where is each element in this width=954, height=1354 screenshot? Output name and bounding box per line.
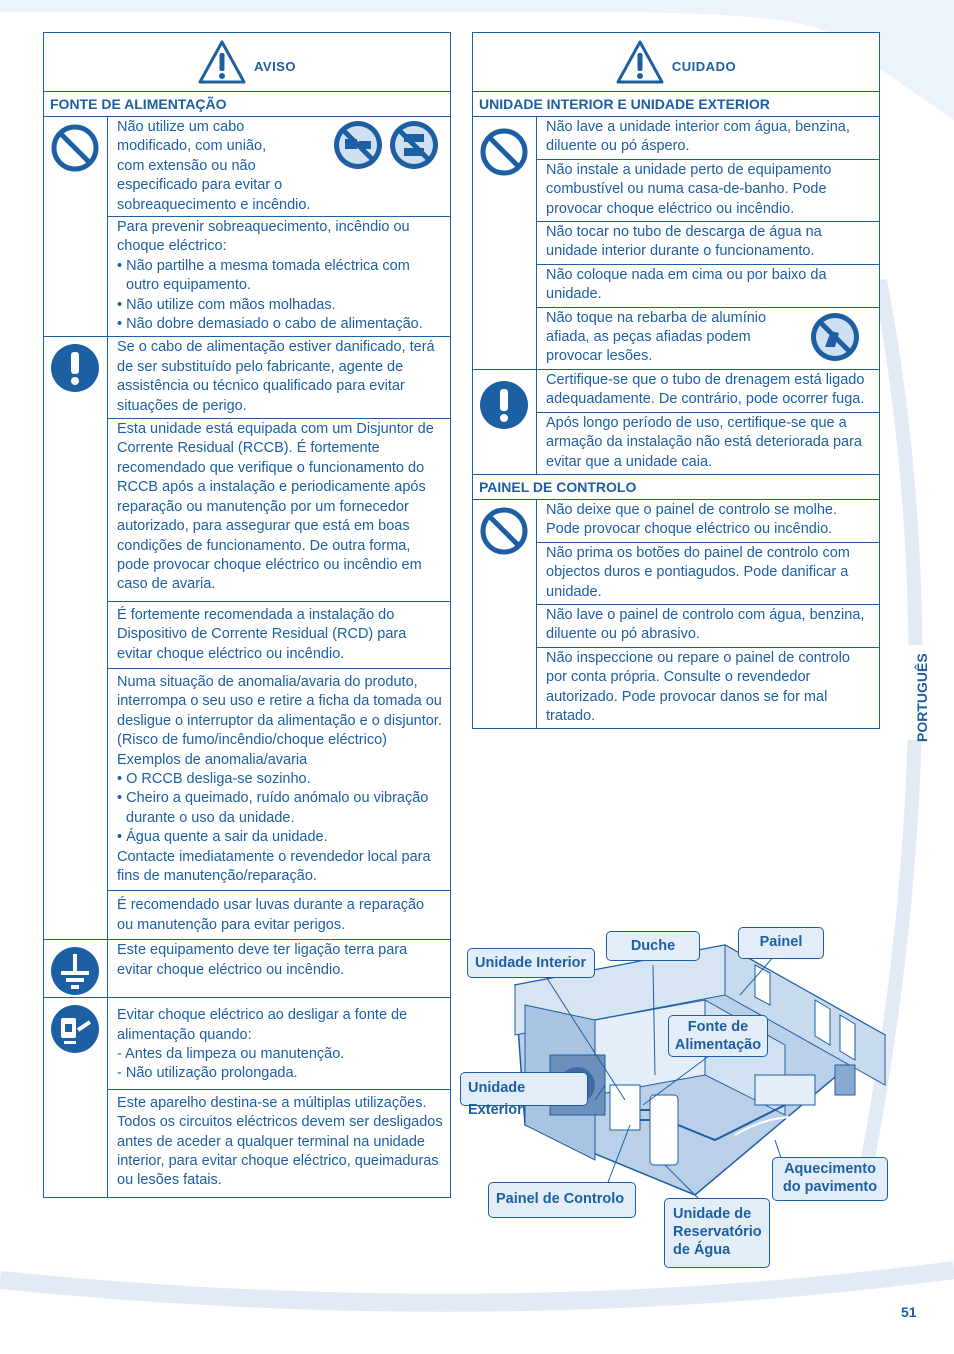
- section-title-power: FONTE DE ALIMENTAÇÃO: [44, 92, 450, 117]
- caution-label: CUIDADO: [671, 58, 737, 74]
- caution-item-drain-pipe: Não tocar no tubo de descarga de água na unidade interior durante o funcionamento.: [537, 222, 879, 265]
- callout-water-tank: Unidade de Reservatório de Água: [664, 1198, 770, 1268]
- mandatory-exclamation-icon: [50, 343, 100, 393]
- caution-item-frame: Após longo período de uso, certifique-se que a armação da instalação não está deteriorada para evitar que a unidade caia.: [546, 414, 862, 470]
- prohibited-icon: [479, 127, 529, 177]
- warning-item-multiple-use: Este aparelho destina-se a múltiplas utilizações. Todos os circuitos eléctricos devem ser desligados antes de aceder a qualquer terminal na unidade interior, para evitar choque eléctrico, queimaduras ou lesões fatais.: [117, 1094, 443, 1189]
- callout-floor-heating: Aquecimento do pavimento: [772, 1157, 888, 1201]
- callout-power-supply: Fonte de Alimentação: [668, 1015, 768, 1057]
- warning-group-unplug: [44, 998, 450, 1197]
- warning-label: AVISO: [254, 58, 296, 74]
- mandatory-exclamation-icon: [479, 380, 529, 430]
- page-number: 51: [901, 1304, 917, 1320]
- warning-group-earth: [44, 940, 450, 998]
- prohibited-icon: [479, 506, 529, 556]
- section-title-control-panel: PAINEL DE CONTROLO: [473, 475, 879, 500]
- warning-group-mandatory: [44, 337, 450, 940]
- caution-item-nothing-on-unit: Não coloque nada em cima ou por baixo da unidade.: [537, 265, 879, 308]
- warning-item-rccb: Esta unidade está equipada com um Disjuntor de Corrente Residual (RCCB). É fortemente recomendado que verifique o funcionamento do RCCB após a instalação e periodicamente após reparação ou manutenção por um fornecedor autorizado, para assegurar que está em boas condições de funcionamento. De outra forma, pode provocar choque eléctrico ou incêndio em caso de avaria.: [108, 419, 450, 602]
- callout-indoor-unit: Unidade Interior: [467, 948, 595, 978]
- caution-item-panel-buttons: Não prima os botões do painel de controlo com objectos duros e pontiagudos. Pode danificar a unidade.: [537, 543, 879, 605]
- caution-group-prohibit: [473, 117, 879, 370]
- warning-item-rcd: É fortemente recomendada a instalação do Dispositivo de Corrente Residual (RCD) para evitar choque eléctrico ou incêndio.: [108, 602, 450, 669]
- no-touch-fin-icon: [809, 311, 861, 363]
- no-plug-adapter-icon: [388, 119, 440, 171]
- caution-group-mandatory: [473, 370, 879, 475]
- warning-group-prohibit: [44, 117, 450, 337]
- warning-item-gloves: É recomendado usar luvas durante a reparação ou manutenção para evitar perigos.: [117, 897, 425, 933]
- warning-triangle-icon: [198, 40, 246, 84]
- warning-item-cable: Não utilize um cabo modificado, com união, com extensão ou não especificado para evitar o sobreaquecimento e incêndio.: [108, 117, 450, 217]
- no-extension-cable-icon: [332, 119, 384, 171]
- warning-item-anomaly: Numa situação de anomalia/avaria do produto, interrompa o seu uso e retire a ficha da tomada ou desligue o interruptor da alimentação e o disjuntor. (Risco de fumo/incêndio/choque eléctrico) Exemplos de anomalia/avaria • O RCCB desliga-se sozinho. • Cheiro a queimado, ruído anómalo ou vibração durante o uso da unidade. • Água quente a sair da unidade. Contacte imediatamente o revendedor local para fins de manutenção/reparação.: [108, 669, 450, 891]
- caution-item-panel-repair: Não inspeccione ou repare o painel de controlo por conta própria. Consulte o revendedor autorizado. Pode provocar danos se for mal tratado.: [546, 649, 850, 724]
- caution-item-drainage: Certifique-se que o tubo de drenagem está ligado adequadamente. De contrário, pode ocorrer fuga.: [537, 370, 879, 413]
- caution-triangle-icon: [616, 40, 664, 84]
- prohibited-icon: [50, 123, 100, 173]
- warning-item-damaged-cable: Se o cabo de alimentação estiver danificado, terá de ser substituído pelo fabricante, agente de assistência ou técnico qualificado para evitar situações de perigo.: [108, 337, 450, 419]
- warning-item-unplug: Evitar choque eléctrico ao desligar a fonte de alimentação quando: - Antes da limpeza ou manutenção. - Não utilização prolongada.: [108, 998, 450, 1090]
- caution-item-combustible: Não instale a unidade perto de equipamento combustível ou numa casa-de-banho. Pode provocar choque eléctrico ou incêndio.: [537, 160, 879, 222]
- callout-control-panel: Painel de Controlo: [488, 1182, 636, 1218]
- warning-item-earth: Este equipamento deve ter ligação terra para evitar choque eléctrico ou incêndio.: [117, 942, 408, 978]
- unplug-icon: [50, 1004, 100, 1054]
- warning-item-overheat: Para prevenir sobreaquecimento, incêndio ou choque eléctrico: • Não partilhe a mesma tomada eléctrica com outro equipamento. • Não utilize com mãos molhadas. • Não dobre demasiado o cabo de alimentação.: [117, 219, 423, 333]
- caution-group-panel: [473, 500, 879, 728]
- language-tab-label: PORTUGUÊS: [914, 653, 930, 742]
- caution-item-panel-wet: Não deixe que o painel de controlo se molhe. Pode provocar choque eléctrico ou incêndio.: [537, 500, 879, 543]
- warning-card: [43, 32, 451, 1198]
- section-title-units: UNIDADE INTERIOR E UNIDADE EXTERIOR: [473, 92, 879, 117]
- earth-ground-icon: [50, 946, 100, 996]
- callout-shower: Duche: [606, 931, 700, 961]
- callout-panel: Painel: [738, 927, 824, 959]
- warning-header: [44, 33, 450, 92]
- caution-item-wash: Não lave a unidade interior com água, benzina, diluente ou pó áspero.: [537, 117, 879, 160]
- caution-header: [473, 33, 879, 92]
- caution-item-aluminium-fin: Não toque na rebarba de alumínio afiada, as peças afiadas podem provocar lesões.: [537, 308, 879, 369]
- callout-outdoor-unit: Unidade Exterior: [460, 1072, 588, 1106]
- caution-item-panel-wash: Não lave o painel de controlo com água, benzina, diluente ou pó abrasivo.: [537, 605, 879, 648]
- caution-card: [472, 32, 880, 729]
